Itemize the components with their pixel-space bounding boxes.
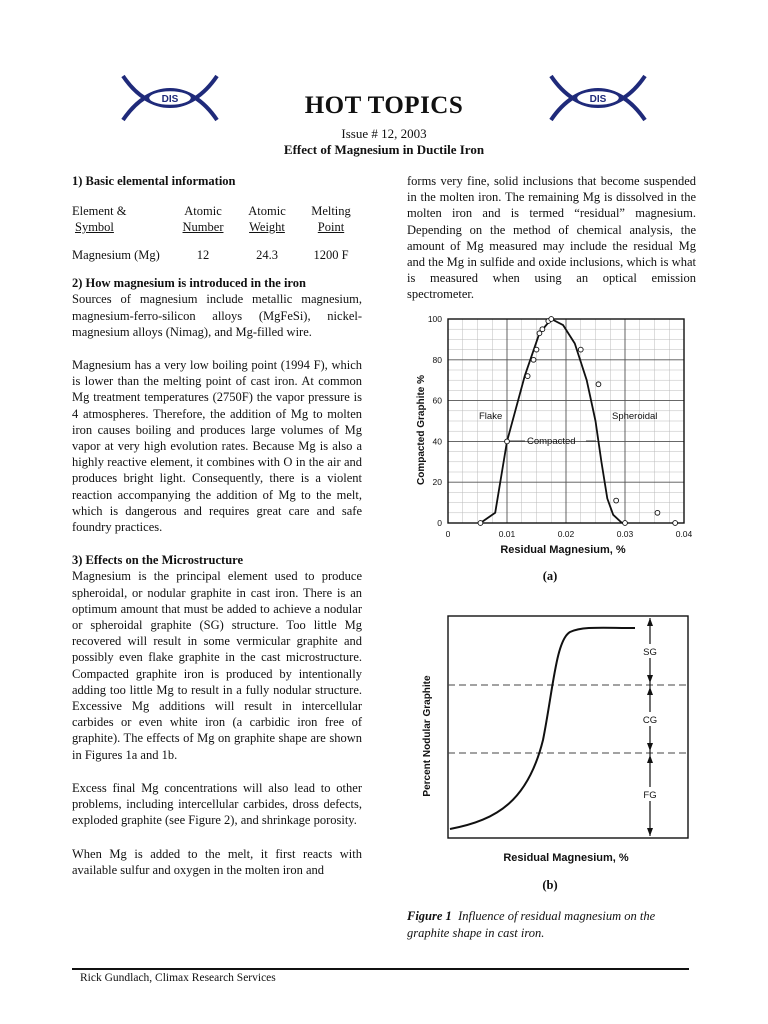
y-tick-label: 60 — [432, 395, 442, 406]
section-3-paragraph-2: Excess final Mg concentrations will also lead to other problems, including intercellular carbides, dross defects, exploded graphite (see Figure 2), and shrinkage porosity. — [72, 780, 362, 828]
y-tick-label: 20 — [432, 477, 442, 488]
col-header-point: Point — [317, 220, 345, 235]
col-header-atomic: Atomic — [248, 204, 286, 219]
data-point — [540, 327, 545, 332]
dis-logo-text: DIS — [589, 94, 607, 105]
region-cg-label: CG — [642, 715, 658, 726]
cell-element: Magnesium (Mg) — [72, 248, 160, 263]
col-header-number: Number — [182, 220, 224, 235]
y-tick-label: 0 — [437, 518, 442, 528]
data-point — [623, 521, 628, 526]
y-tick-label: 40 — [432, 436, 442, 447]
data-point — [534, 347, 539, 352]
x-tick-label: 0.01 — [498, 529, 516, 539]
section-2-paragraph-2: Magnesium has a very low boiling point (1994 F), which is lower than the melting point of cast iron. At common Mg treatment temperatures (2750F) the vapor pressure is 4 atmospheres. Therefore, the addition of Mg to molten iron causes boiling and produces large volumes of Mg vapor at very high evolution rates. Because Mg is also a highly reactive element, it combines with O in the air and produces bright light. Consequently, there is a violent reaction accompanying the addition of Mg to the melt, which is dangerous and requires great care and safe foundry practices. — [72, 358, 362, 535]
data-point — [614, 498, 619, 503]
x-tick-label: 0.02 — [557, 529, 575, 539]
data-point — [655, 510, 660, 515]
col-header-symbol: Symbol — [75, 220, 114, 235]
data-point — [525, 374, 530, 379]
figure-1a-chart — [408, 310, 698, 560]
y-tick-label: 80 — [432, 354, 442, 365]
annotation-compacted: Compacted — [527, 436, 576, 447]
col-header-weight: Weight — [249, 220, 285, 235]
page-subtitle: Effect of Magnesium in Ductile Iron — [283, 142, 485, 157]
cell-melting-point: 1200 F — [313, 248, 349, 263]
col-header-melting: Melting — [311, 204, 351, 219]
element-table-row — [72, 247, 362, 263]
cell-atomic-weight: 24.3 — [256, 248, 278, 263]
annotation-spheroidal: Spheroidal — [612, 411, 658, 422]
element-table — [72, 203, 362, 263]
x-tick-label: 0.04 — [675, 529, 693, 539]
col-header-element: Element & — [72, 204, 127, 219]
left-column — [72, 173, 362, 878]
data-point — [673, 521, 678, 526]
x-tick-label: 0 — [445, 529, 451, 539]
section-2-paragraph-1: Sources of magnesium include metallic magnesium, magnesium-ferro-silicon alloys (MgFeSi), nickel-magnesium alloys (Nimag), and Mg-filled wire. — [72, 292, 362, 339]
data-point — [478, 521, 483, 526]
footer-divider — [72, 968, 689, 970]
annotation-flake: Flake — [479, 411, 503, 422]
dis-logo-text: DIS — [161, 94, 179, 105]
section-3-paragraph-1: Magnesium is the principal element used to produce spheroidal, or nodular graphite in cast iron. There is an optimum amount that must be added to achieve a nodular or spheroidal graphite (SG) structure. Too little Mg recovered will result in some vermicular graphite and possibly even flake graphite in the cast microstructure. Compacted graphite iron is produced by intentionally adding too little Mg to result in a fully nodular structure. Excessive Mg additions will result in intercellular carbides or even white iron (a carbidic iron free of graphite). The effects of Mg on graphite shape are shown in Figures 1a and 1b. — [72, 569, 362, 762]
figure-1b-label: (b) — [542, 878, 558, 892]
figure-1b-chart — [408, 610, 698, 870]
data-point — [531, 357, 536, 362]
section-3-paragraph-3: When Mg is added to the melt, it first reacts with available sulfur and oxygen in the molten iron and — [72, 846, 362, 877]
right-column — [407, 173, 696, 303]
section-2-heading: 2) How magnesium is introduced in the iron — [72, 276, 306, 291]
figure-caption-label: Figure 1 — [407, 909, 452, 923]
footer-credit: Rick Gundlach, Climax Research Services — [80, 972, 276, 984]
figure-1a-y-axis-label: Compacted Graphite % — [416, 374, 427, 486]
x-tick-label: 0.03 — [616, 529, 634, 539]
data-point — [596, 382, 601, 387]
cell-atomic-number: 12 — [196, 248, 210, 263]
section-1-heading: 1) Basic elemental information — [72, 174, 236, 188]
page-title: HOT TOPICS — [304, 92, 464, 119]
data-point — [578, 347, 583, 352]
region-sg-label: SG — [643, 647, 657, 658]
data-point — [549, 317, 554, 322]
figure-1b-y-axis-label: Percent Nodular Graphite — [422, 675, 433, 797]
region-fg-label: FG — [643, 790, 657, 801]
figure-1a-label: (a) — [542, 569, 558, 583]
right-column-paragraph: forms very fine, solid inclusions that become suspended in the molten iron. The remaining Mg is dissolved in the molten iron and is termed “residual” magnesium. Depending on the method of chemical analysis, the amount of Mg measured may include the residual Mg and the Mg in sulfide and oxide inclusions, which is what is measured when using an optical emission spectrometer. — [407, 174, 696, 302]
y-tick-label: 100 — [427, 314, 442, 324]
element-table-header — [72, 203, 362, 235]
figure-caption-text: Influence of residual magnesium on the graphite shape in cast iron. — [407, 909, 656, 940]
figure-caption — [407, 908, 697, 942]
section-3-heading: 3) Effects on the Microstructure — [72, 553, 244, 568]
col-header-atomic: Atomic — [184, 204, 222, 219]
data-point — [505, 439, 510, 444]
figure-1b-x-axis-label: Residual Magnesium, % — [503, 852, 629, 864]
figure-1a-x-axis-label: Residual Magnesium, % — [500, 544, 626, 556]
figure-1b-curve — [450, 628, 635, 829]
issue-number: Issue # 12, 2003 — [341, 126, 427, 141]
